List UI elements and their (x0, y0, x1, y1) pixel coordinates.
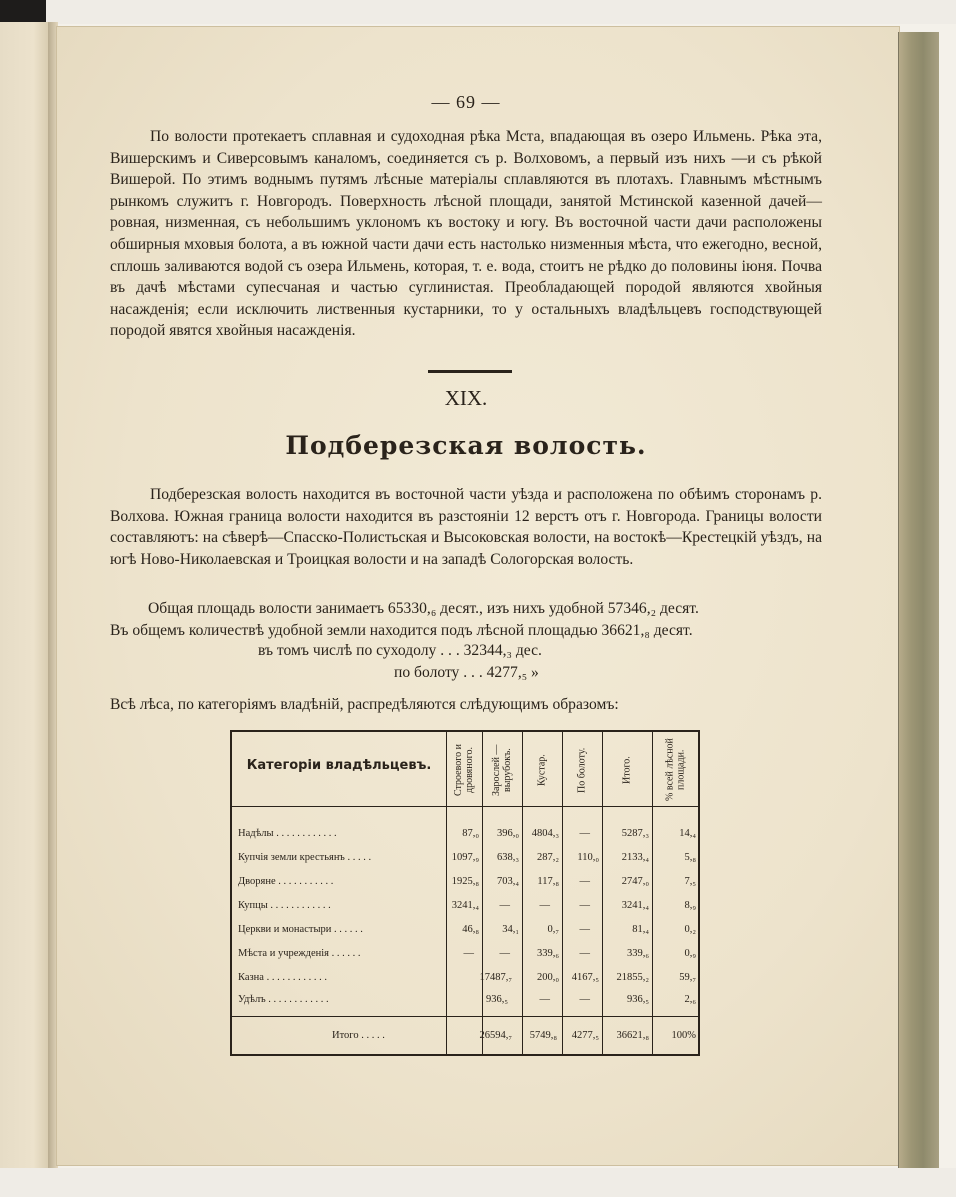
paragraph-msta-river (110, 126, 822, 342)
total-cell: 36621,₈ (616, 1030, 649, 1041)
cell: 14,₄ (679, 828, 696, 839)
table-header-col-1: Строевого и дровяного. (453, 744, 475, 796)
area-forest-line: Въ общемъ количествѣ удобной земли находится подъ лѣсной площадью 36621,₈ десят. (110, 622, 693, 639)
total-label: Итого . . . . . (332, 1030, 385, 1041)
table-header-categories: Категоріи владѣльцевъ. (246, 758, 432, 773)
cell: 0,₂ (684, 924, 696, 935)
table-row (232, 824, 698, 848)
scan-bottom-margin (0, 1168, 956, 1197)
area-dry-land-line: въ томъ числѣ по суходолу . . . 32344,₃ дес. (258, 642, 542, 659)
table-row (232, 872, 698, 896)
cell: — (579, 924, 590, 935)
cell: 2133,₄ (621, 852, 649, 863)
cell: — (499, 948, 510, 959)
cell: — (579, 900, 590, 911)
cell: 2,₆ (684, 994, 696, 1005)
paragraph-2-text: Подберезская волость находится въ восточной части уѣзда и расположена по обѣимъ сторонамъ р. Волхова. Южная граница волости находится въ разстояніи 12 верстъ отъ г. Новгорода. Границы волости составляютъ: на сѣверѣ—Спасско-Полистьская и Высоковская волости, на востокѣ—Крестецкій уѣздъ, на югѣ Ново-Николаевская и Троицкая волости и на западѣ Сологорская волость. (110, 486, 822, 568)
cell: — (539, 900, 550, 911)
cell: 339,₆ (536, 948, 559, 959)
cell: — (499, 900, 510, 911)
row-label: Дворяне . . . . . . . . . . . (238, 876, 334, 887)
cell: 4804,₃ (531, 828, 559, 839)
table-header-col-6: % всей лѣсной площади. (664, 738, 687, 802)
cell: — (539, 994, 550, 1005)
section-divider (428, 370, 512, 373)
cell: 638,₃ (496, 852, 519, 863)
total-cell: 26594,₇ (479, 1030, 512, 1041)
scan-top-margin (0, 0, 956, 24)
table-row (232, 990, 698, 1014)
total-cell: 100% (671, 1030, 696, 1041)
cell: 4167,₅ (571, 972, 599, 983)
total-cell: 5749,₈ (529, 1030, 557, 1041)
row-label: Купчія земли крестьянъ . . . . . (238, 852, 372, 863)
table-header-col-4: По болоту. (576, 747, 588, 793)
cell: 34,₁ (502, 924, 519, 935)
table-intro: Всѣ лѣса, по категоріямъ владѣній, распредѣляются слѣдующимъ образомъ: (110, 696, 619, 713)
table-row (232, 848, 698, 872)
cell: 3241,₄ (451, 900, 479, 911)
section-number: XIX. (444, 386, 488, 410)
cell: 5287,₃ (621, 828, 649, 839)
row-label: Церкви и монастыри . . . . . . (238, 924, 363, 935)
cell: 1097,₉ (451, 852, 479, 863)
row-label: Надѣлы . . . . . . . . . . . . (238, 828, 337, 839)
cell: — (579, 948, 590, 959)
cell: 200,₀ (536, 972, 559, 983)
cell: 110,₀ (577, 852, 599, 863)
cell: 936,₅ (626, 994, 649, 1005)
cell: 2747,₀ (621, 876, 649, 887)
cell: — (579, 876, 590, 887)
paragraph-podberezskaya (110, 484, 822, 570)
area-swamp-line: по болоту . . . 4277,₅ » (394, 664, 539, 681)
cell: 396,₀ (496, 828, 519, 839)
cell: 7,₅ (684, 876, 696, 887)
cell: 0,₉ (684, 948, 696, 959)
table-header-col-5: Итого. (621, 756, 633, 784)
cell: 339,₆ (626, 948, 649, 959)
cell: 703,₄ (496, 876, 519, 887)
cell: 117,₈ (537, 876, 559, 887)
table-header-col-2: Зарослей — вырубокъ. (491, 744, 513, 796)
cell: 87,₀ (462, 828, 479, 839)
area-total-line: Общая площадь волости занимаетъ 65330,₆ десят., изъ нихъ удобной 57346,₂ десят. (148, 600, 699, 617)
row-label: Удѣлъ . . . . . . . . . . . . (238, 994, 329, 1005)
row-label: Казна . . . . . . . . . . . . (238, 972, 327, 983)
table-header-col-3: Кустар. (536, 754, 548, 786)
cell: 59,₇ (679, 972, 696, 983)
paragraph-1-text: По волости протекаетъ сплавная и судоходная рѣка Мста, впадающая въ озеро Ильмень. Рѣка эта, Вишерскимъ и Сиверсовымъ каналомъ, соединяется съ р. Волховомъ, а первый изъ нихъ —и съ рѣкой Вишерой. По этимъ воднымъ путямъ лѣсные матеріалы сплавляются въ плотахъ. Главнымъ мѣстнымъ рынкомъ служитъ г. Новгородъ. Поверхность лѣсной площади, занятой Мстинской казенной дачей—ровная, низменная, съ небольшимъ уклономъ къ востоку и югу. Въ восточной части дачи расположены обширныя мховыя болота, а въ южной части дачи есть настолько низменныя мѣста, что ежегодно, весной, сплошь заливаются водой съ озера Ильмень, которая, т. е. вода, стоитъ не рѣдко до половины іюня. Почва въ дачѣ мѣстами супесчаная и частью суглинистая. Преобладающей породой являются хвойныя насажденія; если исключить лиственныя кустарники, то у остальныхъ владѣльцевъ господствующей породой явятся хвойныя насажденія. (110, 128, 822, 340)
page-number: — 69 — (431, 92, 501, 112)
table-row (232, 968, 698, 992)
row-label: Мѣста и учрежденія . . . . . . (238, 948, 361, 959)
cell: — (463, 948, 474, 959)
table-row (232, 896, 698, 920)
section-title: Подберезская волость. (285, 431, 647, 460)
cell: 46,₈ (462, 924, 479, 935)
forest-ownership-table (230, 730, 700, 1056)
cell: 81,₄ (632, 924, 649, 935)
cell: 5,₈ (684, 852, 696, 863)
cell: — (579, 994, 590, 1005)
cell: 3241,₄ (621, 900, 649, 911)
cell: — (579, 828, 590, 839)
cell: 936,₅ (485, 994, 508, 1005)
cell: 17487,₇ (479, 972, 512, 983)
cell: 287,₂ (536, 852, 559, 863)
total-cell: 4277,₅ (571, 1030, 599, 1041)
table-row (232, 920, 698, 944)
table-total-row (232, 1026, 698, 1050)
table-row (232, 944, 698, 968)
cell: 0,₇ (547, 924, 559, 935)
cell: 1925,₈ (451, 876, 479, 887)
cell: 8,₉ (684, 900, 696, 911)
row-label: Купцы . . . . . . . . . . . . (238, 900, 331, 911)
book-page-edges (898, 32, 939, 1172)
previous-page-edge (0, 22, 50, 1172)
cell: 21855,₂ (616, 972, 649, 983)
